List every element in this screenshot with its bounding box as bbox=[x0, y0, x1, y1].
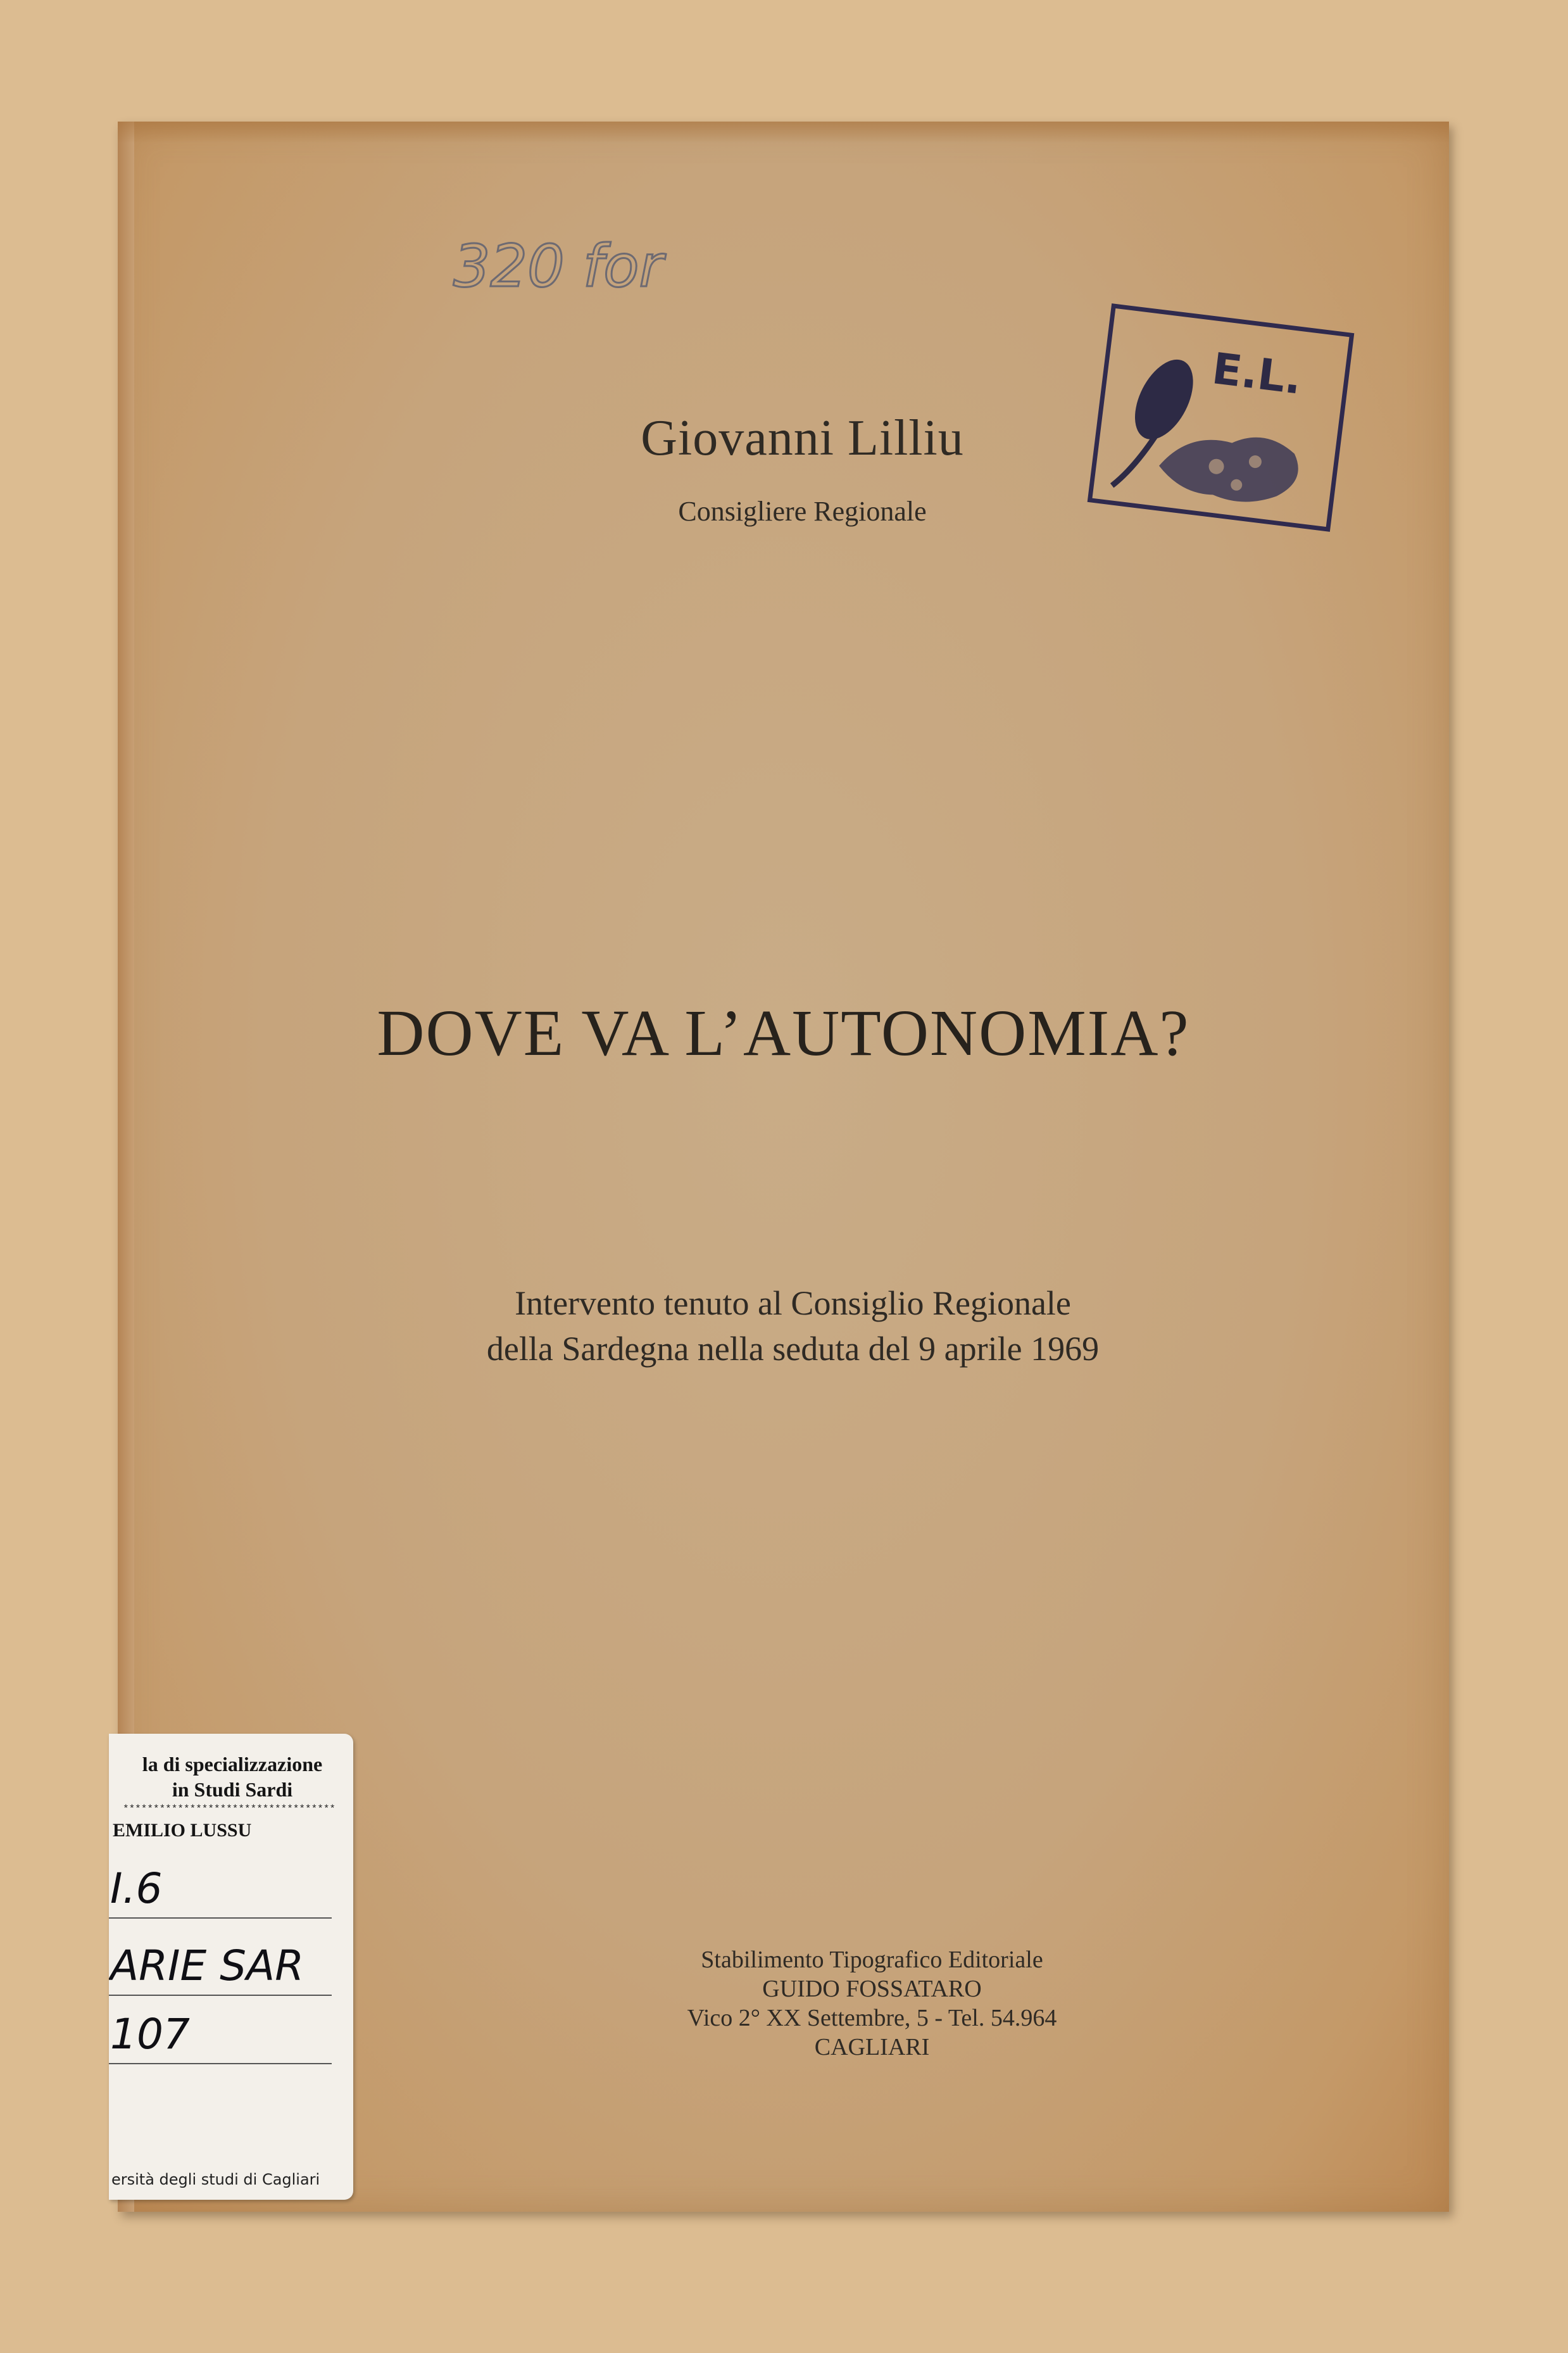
label-line-2: in Studi Sardi bbox=[172, 1778, 293, 1801]
author-name: Giovanni Lilliu bbox=[641, 410, 964, 466]
cover-top-edge bbox=[118, 122, 1449, 143]
handwritten-shelfmark bbox=[447, 217, 928, 312]
subtitle-line-2: della Sardegna nella seduta del 9 aprile 1969 bbox=[486, 1330, 1100, 1368]
label-line-1: la di specializzazione bbox=[142, 1753, 323, 1776]
label-separator: *********************************** bbox=[122, 1803, 336, 1815]
library-stamp bbox=[1084, 300, 1358, 535]
shelf-mark-2: ARIE SAR bbox=[109, 1938, 332, 1996]
stamp-stem bbox=[1112, 432, 1155, 489]
handwritten-note: 320 for bbox=[453, 232, 663, 300]
document-subtitle bbox=[118, 1280, 1449, 1372]
author-role: Consigliere Regionale bbox=[678, 496, 927, 527]
label-line-3: EMILIO LUSSU bbox=[113, 1820, 252, 1841]
document-title: DOVE VA L’AUTONOMIA? bbox=[377, 997, 1190, 1069]
label-footer: ersità degli studi di Cagliari bbox=[111, 2171, 320, 2188]
shelf-mark-1: I.6 bbox=[109, 1860, 332, 1919]
subtitle-line-1: Intervento tenuto al Consiglio Regionale bbox=[515, 1284, 1071, 1322]
printer-line-1: Stabilimento Tipografico Editoriale bbox=[701, 1946, 1043, 1973]
printer-line-3: Vico 2° XX Settembre, 5 - Tel. 54.964 bbox=[687, 2005, 1057, 2031]
printer-line-4: CAGLIARI bbox=[814, 2034, 930, 2060]
library-label bbox=[109, 1734, 353, 2200]
shelf-mark-3: 107 bbox=[109, 2006, 332, 2064]
stamp-leaf-shape bbox=[1156, 426, 1301, 508]
stamp-mushroom-cap bbox=[1123, 350, 1205, 449]
printer-line-2: GUIDO FOSSATARO bbox=[762, 1976, 982, 2002]
stamp-initials: E.L. bbox=[1209, 344, 1305, 405]
